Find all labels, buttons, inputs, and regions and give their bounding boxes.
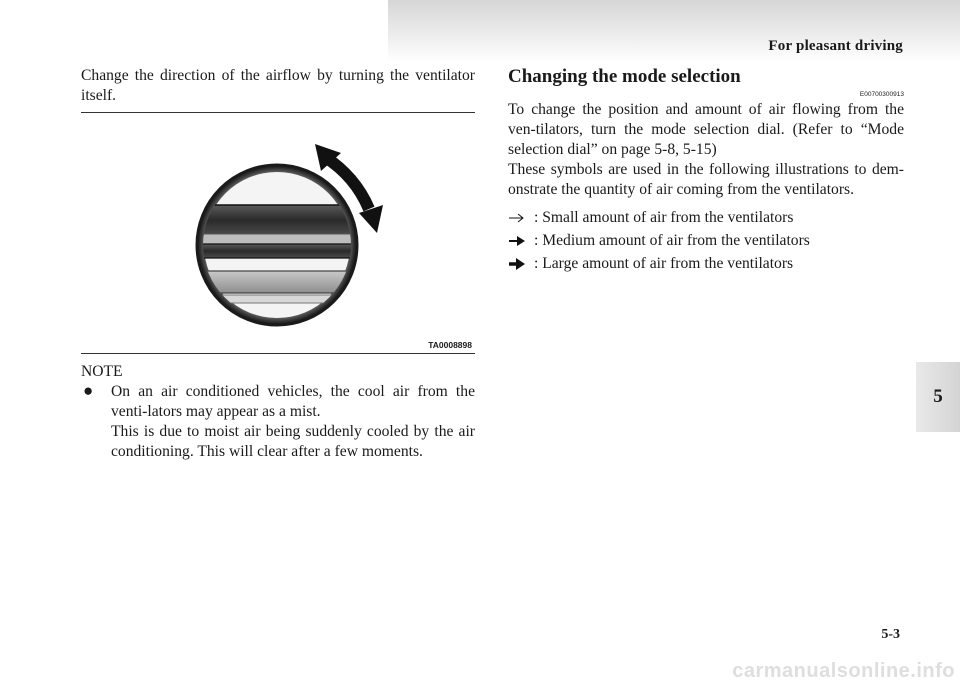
legend-item-small — [508, 208, 904, 228]
vent-body — [189, 165, 365, 325]
ventilator-figure — [81, 112, 475, 354]
chapter-tab[interactable] — [916, 362, 960, 432]
symbols-paragraph: These symbols are used in the following illustrations to dem-onstrate the quantity of air coming from the ventilators. — [508, 161, 904, 198]
mode-paragraph: To change the position and amount of air flowing from the ven-tilators, turn the mode selection dial. (Refer to “Mode selection dial” on page 5-8, 5-15) — [508, 101, 904, 158]
legend-item-large — [508, 254, 904, 274]
note-text-1: On an air conditioned vehicles, the cool air from the venti-lators may appear as a mist. — [111, 383, 475, 420]
intro-paragraph: Change the direction of the airflow by turning the ventilator itself. — [81, 67, 475, 104]
section-heading: Changing the mode selection — [508, 66, 741, 87]
bullet-icon: ● — [83, 381, 94, 400]
legend-text-medium: : Medium amount of air from the ventilators — [534, 232, 810, 249]
chapter-number: 5 — [933, 386, 943, 407]
figure-code: TA0008898 — [428, 340, 472, 350]
page-number: 5-3 — [881, 627, 900, 642]
running-header: For pleasant driving — [768, 38, 903, 54]
ventilator-illustration — [81, 113, 475, 353]
thick-arrow-icon — [508, 258, 528, 270]
note-label: NOTE — [81, 363, 123, 380]
medium-arrow-icon — [508, 235, 528, 247]
watermark: carmanualsonline.info — [732, 660, 955, 682]
legend-text-small: : Small amount of air from the ventilators — [534, 209, 794, 226]
note-item — [81, 382, 475, 462]
right-column — [508, 66, 904, 277]
section-code: E00700300913 — [859, 91, 904, 98]
note-text-2: This is due to moist air being suddenly cooled by the air conditioning. This will clear after a few moments. — [111, 423, 475, 460]
left-column — [81, 66, 475, 106]
airflow-legend — [508, 208, 904, 274]
thin-arrow-icon — [508, 212, 528, 224]
note-block — [81, 362, 475, 462]
legend-text-large: : Large amount of air from the ventilators — [534, 255, 794, 272]
legend-item-medium — [508, 231, 904, 251]
